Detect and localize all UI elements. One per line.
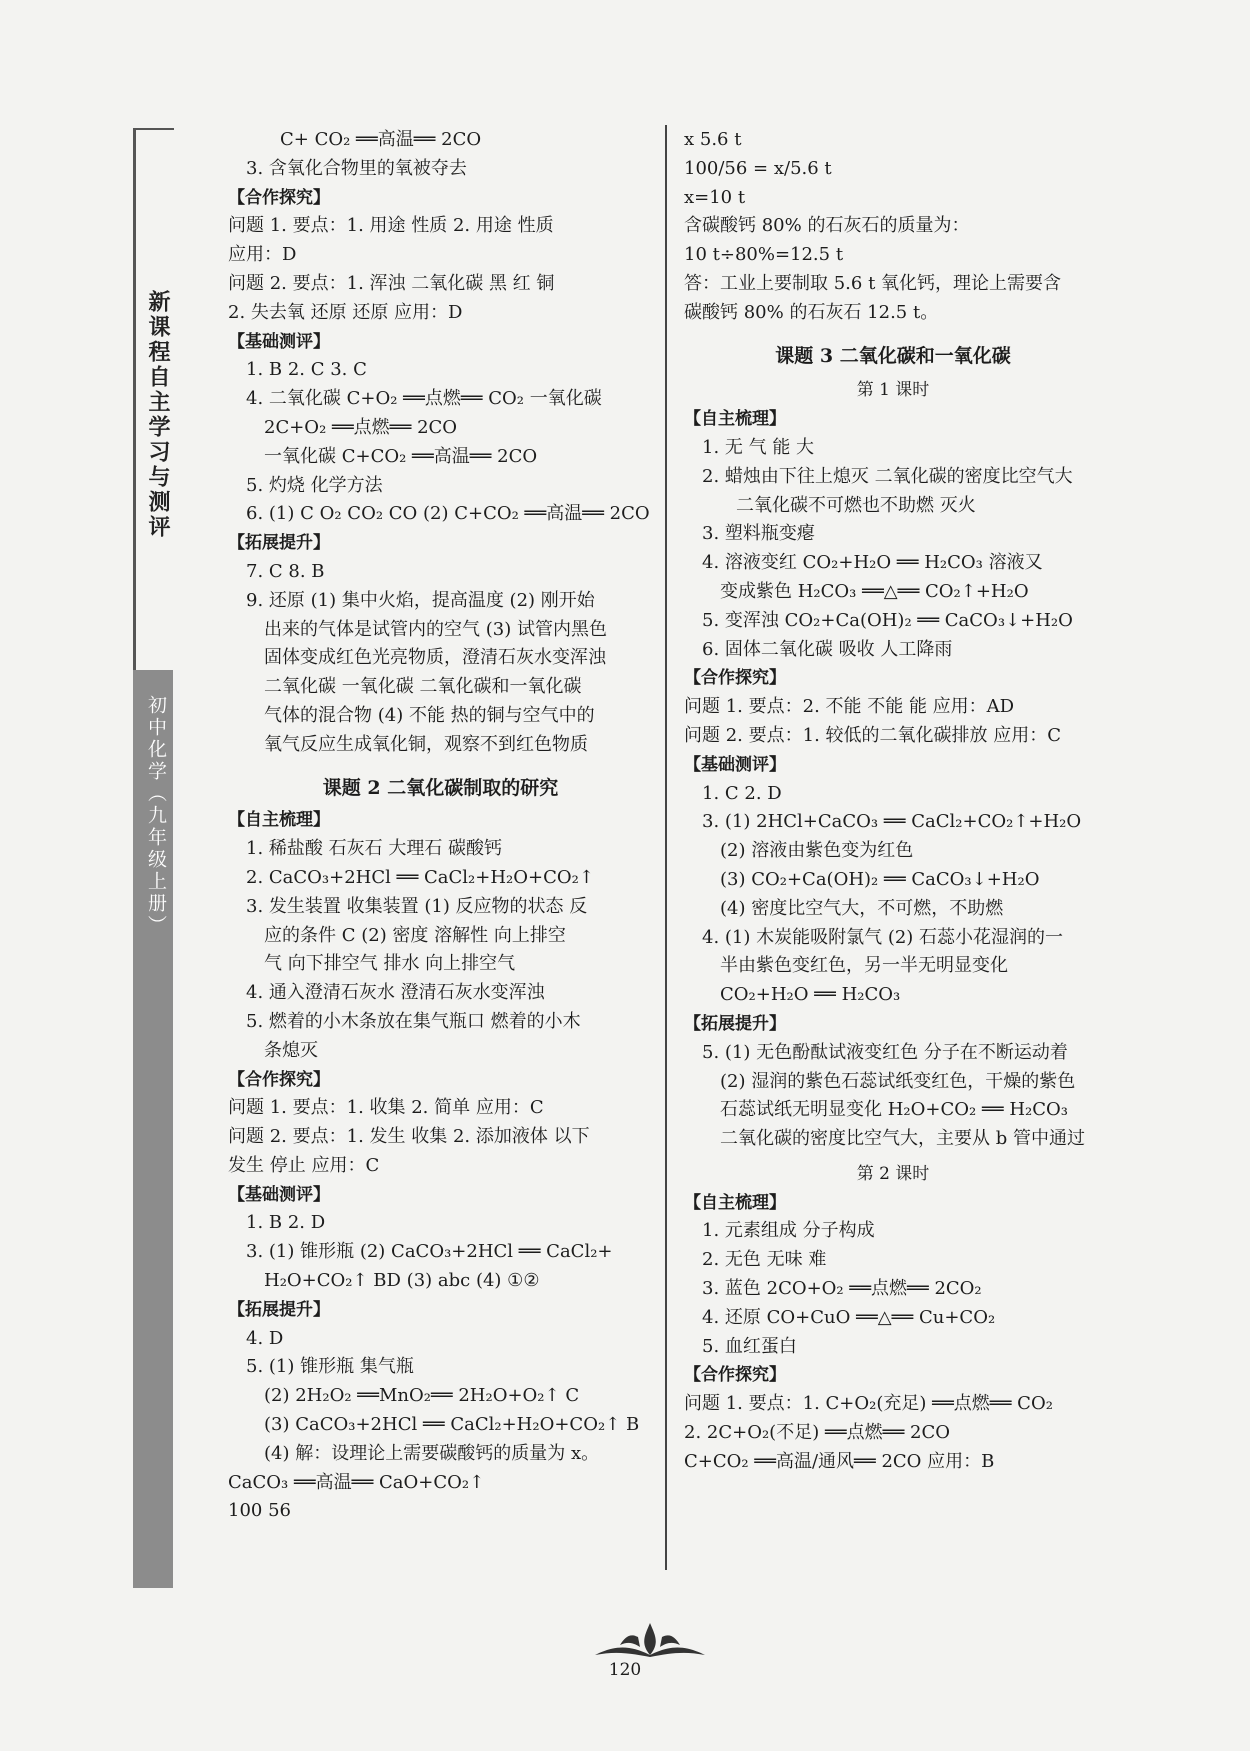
answer-line: 4. 还原 CO+CuO ══△══ Cu+CO₂ bbox=[702, 1306, 996, 1328]
answer-line: 含碳酸钙 80% 的石灰石的质量为： bbox=[684, 215, 970, 237]
answer-line: 4. D bbox=[246, 1327, 284, 1349]
sidebar-bottom bbox=[133, 670, 173, 1588]
section-heading: 【合作探究】 bbox=[684, 1365, 786, 1386]
answer-line: 3. 含氧化合物里的氧被夺去 bbox=[246, 157, 467, 179]
answer-line: 4. 二氧化碳 C+O₂ ══点燃══ CO₂ 一氧化碳 bbox=[246, 388, 602, 410]
answer-line: 2. 2C+O₂(不足) ══点燃══ 2CO bbox=[684, 1422, 950, 1444]
section-heading: 【基础测评】 bbox=[228, 1184, 330, 1205]
answer-line: 5. (1) 无色酚酞试液变红色 分子在不断运动着 bbox=[702, 1041, 1068, 1063]
answer-line: 7. C 8. B bbox=[246, 560, 325, 582]
answer-line: 变成紫色 H₂CO₃ ══△══ CO₂↑+H₂O bbox=[720, 580, 1029, 602]
answer-line: 出来的气体是试管内的空气 (3) 试管内黑色 bbox=[264, 618, 607, 640]
ornament-icon bbox=[590, 1615, 710, 1665]
answer-line: 气 向下排空气 排水 向上排空气 bbox=[264, 953, 516, 975]
answer-line: (3) CaCO₃+2HCl ══ CaCl₂+H₂O+CO₂↑ B bbox=[264, 1414, 640, 1436]
section-heading: 【拓展提升】 bbox=[228, 533, 330, 554]
answer-line: 3. (1) 锥形瓶 (2) CaCO₃+2HCl ══ CaCl₂+ bbox=[246, 1241, 613, 1263]
section-heading: 【自主梳理】 bbox=[684, 1192, 786, 1213]
section-heading: 【合作探究】 bbox=[228, 187, 330, 208]
answer-line: (2) 2H₂O₂ ══MnO₂══ 2H₂O+O₂↑ C bbox=[264, 1385, 580, 1407]
section-heading: 【合作探究】 bbox=[228, 1069, 330, 1090]
answer-line: 4. 通入澄清石灰水 澄清石灰水变浑浊 bbox=[246, 982, 545, 1004]
answer-line: 100/56 = x/5.6 t bbox=[684, 157, 832, 179]
answer-line: 9. 还原 (1) 集中火焰，提高温度 (2) 刚开始 bbox=[246, 589, 595, 611]
answer-line: (2) 湿润的紫色石蕊试纸变红色，干燥的紫色 bbox=[720, 1070, 1076, 1092]
answer-line: (3) CO₂+Ca(OH)₂ ══ CaCO₃↓+H₂O bbox=[720, 868, 1040, 890]
answer-line: 6. (1) C O₂ CO₂ CO (2) C+CO₂ ══高温══ 2CO bbox=[246, 503, 650, 525]
answer-line: 5. 灼烧 化学方法 bbox=[246, 474, 383, 496]
answer-line: 一氧化碳 C+CO₂ ══高温══ 2CO bbox=[264, 445, 538, 467]
topic-title: 课题 3 二氧化碳和一氧化碳 bbox=[775, 344, 1011, 367]
answer-line: 6. 固体二氧化碳 吸收 人工降雨 bbox=[702, 638, 953, 660]
section-heading: 【自主梳理】 bbox=[228, 810, 330, 831]
answer-line: 5. 变浑浊 CO₂+Ca(OH)₂ ══ CaCO₃↓+H₂O bbox=[702, 609, 1073, 631]
answer-line: 问题 1. 要点：1. 收集 2. 简单 应用：C bbox=[228, 1097, 544, 1119]
answer-line: C+CO₂ ══高温/通风══ 2CO 应用：B bbox=[684, 1450, 995, 1472]
section-heading: 【基础测评】 bbox=[684, 754, 786, 775]
answer-line: 问题 2. 要点：1. 较低的二氧化碳排放 应用：C bbox=[684, 724, 1062, 746]
answer-line: x 5.6 t bbox=[684, 129, 742, 150]
answer-line: (4) 解：设理论上需要碳酸钙的质量为 x。 bbox=[264, 1442, 600, 1464]
section-heading: 【拓展提升】 bbox=[228, 1299, 330, 1320]
answer-line: 二氧化碳的密度比空气大，主要从 b 管中通过 bbox=[720, 1128, 1085, 1150]
page-number: 120 bbox=[608, 1660, 642, 1680]
answer-line: 3. (1) 2HCl+CaCO₃ ══ CaCl₂+CO₂↑+H₂O bbox=[702, 811, 1082, 833]
answer-line: 条熄灭 bbox=[264, 1039, 318, 1061]
section-heading: 【自主梳理】 bbox=[684, 409, 786, 430]
answer-line: 2. 蜡烛由下往上熄灭 二氧化碳的密度比空气大 bbox=[702, 465, 1073, 487]
answer-line: 5. 燃着的小木条放在集气瓶口 燃着的小木 bbox=[246, 1010, 581, 1032]
answer-line: 2. 失去氧 还原 还原 应用：D bbox=[228, 301, 463, 323]
answer-line: 问题 2. 要点：1. 发生 收集 2. 添加液体 以下 bbox=[228, 1126, 590, 1148]
answer-line: 氧气反应生成氧化铜，观察不到红色物质 bbox=[264, 733, 588, 755]
topic-title: 课题 2 二氧化碳制取的研究 bbox=[322, 776, 559, 799]
answer-line: 二氧化碳不可燃也不助燃 灭火 bbox=[736, 494, 976, 516]
answer-line: 气体的混合物 (4) 不能 热的铜与空气中的 bbox=[264, 704, 595, 726]
answer-line: 3. 塑料瓶变瘪 bbox=[702, 523, 815, 545]
answer-line: 1. 元素组成 分子构成 bbox=[702, 1220, 875, 1242]
answer-line: 4. 溶液变红 CO₂+H₂O ══ H₂CO₃ 溶液又 bbox=[702, 552, 1043, 574]
lesson-label: 第 2 课时 bbox=[856, 1163, 930, 1184]
section-heading: 【拓展提升】 bbox=[684, 1013, 786, 1034]
answer-line: 二氧化碳 一氧化碳 二氧化碳和一氧化碳 bbox=[264, 676, 582, 698]
answer-line: 发生 停止 应用：C bbox=[228, 1154, 380, 1176]
answer-line: 10 t÷80%=12.5 t bbox=[684, 244, 844, 266]
answer-line: 1. 无 气 能 大 bbox=[702, 436, 815, 458]
sidebar-top bbox=[133, 128, 174, 672]
answer-line: 应用：D bbox=[228, 244, 297, 266]
answer-line: 1. B 2. C 3. C bbox=[246, 359, 367, 381]
answer-line: 答：工业上要制取 5.6 t 氧化钙，理论上需要含 bbox=[684, 272, 1062, 294]
section-heading: 【基础测评】 bbox=[228, 331, 330, 352]
answer-line: 2. CaCO₃+2HCl ══ CaCl₂+H₂O+CO₂↑ bbox=[246, 866, 594, 888]
answer-line: x=10 t bbox=[684, 186, 746, 208]
lesson-label: 第 1 课时 bbox=[856, 380, 930, 401]
sidebar bbox=[133, 128, 173, 1588]
sidebar-subtitle: 初中化学（九年级上册） bbox=[145, 695, 167, 937]
answer-line: 1. 稀盐酸 石灰石 大理石 碳酸钙 bbox=[246, 838, 503, 860]
answer-line: 问题 1. 要点：1. C+O₂(充足) ══点燃══ CO₂ bbox=[684, 1393, 1053, 1415]
answer-line: 1. B 2. D bbox=[246, 1212, 326, 1234]
answer-line: 问题 2. 要点：1. 浑浊 二氧化碳 黑 红 铜 bbox=[228, 272, 555, 294]
left-column bbox=[228, 126, 653, 1526]
sidebar-title: 新课程自主学习与测评 bbox=[145, 290, 170, 540]
answer-line: CO₂+H₂O ══ H₂CO₃ bbox=[720, 984, 901, 1006]
answer-line: 问题 1. 要点：1. 用途 性质 2. 用途 性质 bbox=[228, 215, 554, 237]
column-divider bbox=[665, 125, 667, 1570]
answer-line: 问题 1. 要点：2. 不能 不能 能 应用：AD bbox=[684, 696, 1015, 718]
answer-line: 3. 发生装置 收集装置 (1) 反应物的状态 反 bbox=[246, 895, 588, 917]
section-heading: 【合作探究】 bbox=[684, 668, 786, 689]
answer-line: 3. 蓝色 2CO+O₂ ══点燃══ 2CO₂ bbox=[702, 1278, 982, 1300]
answer-line: 5. (1) 锥形瓶 集气瓶 bbox=[246, 1356, 414, 1378]
answer-line: (2) 溶液由紫色变为红色 bbox=[720, 840, 914, 862]
answer-line: 5. 血红蛋白 bbox=[702, 1335, 797, 1357]
answer-line: (4) 密度比空气大，不可燃，不助燃 bbox=[720, 897, 1004, 919]
answer-line: 4. (1) 木炭能吸附氯气 (2) 石蕊小花湿润的一 bbox=[702, 926, 1064, 948]
answer-line: 石蕊试纸无明显变化 H₂O+CO₂ ══ H₂CO₃ bbox=[720, 1099, 1068, 1121]
answer-line: 应的条件 C (2) 密度 溶解性 向上排空 bbox=[264, 924, 566, 946]
answer-line: C+ CO₂ ══高温══ 2CO bbox=[280, 129, 482, 150]
answer-line: 碳酸钙 80% 的石灰石 12.5 t。 bbox=[684, 301, 939, 323]
right-column bbox=[684, 126, 1102, 1477]
answer-line: 2C+O₂ ══点燃══ 2CO bbox=[264, 416, 458, 438]
answer-line: 100 56 bbox=[228, 1500, 291, 1522]
answer-line: 固体变成红色光亮物质，澄清石灰水变浑浊 bbox=[264, 647, 606, 669]
answer-line: 2. 无色 无味 难 bbox=[702, 1249, 827, 1271]
answer-line: 半由紫色变红色，另一半无明显变化 bbox=[720, 955, 1008, 977]
answer-line: 1. C 2. D bbox=[702, 782, 782, 804]
answer-line: H₂O+CO₂↑ BD (3) abc (4) ①② bbox=[264, 1270, 540, 1292]
answer-line: CaCO₃ ══高温══ CaO+CO₂↑ bbox=[228, 1471, 485, 1493]
